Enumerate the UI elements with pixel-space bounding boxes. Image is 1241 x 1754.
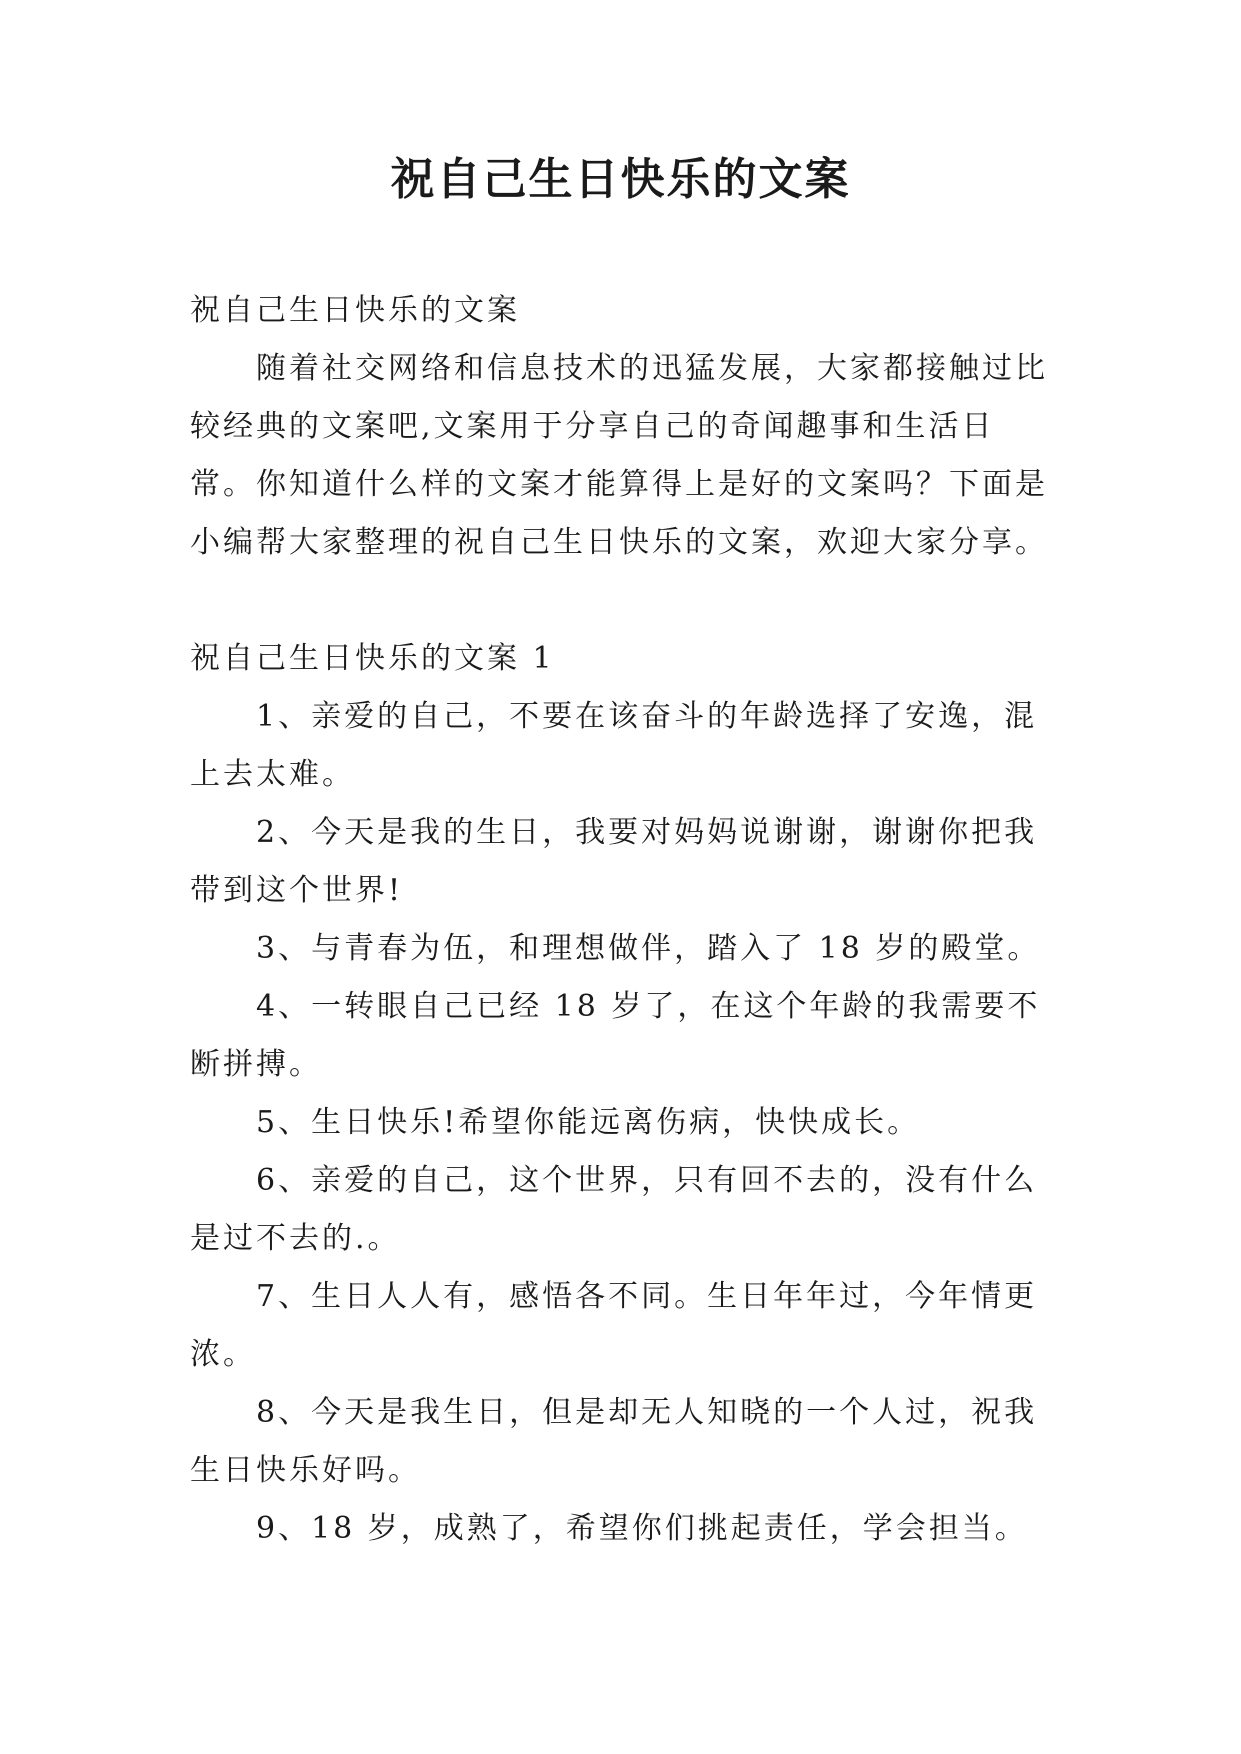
document-title: 祝自己生日快乐的文案 xyxy=(390,154,851,205)
document-body xyxy=(190,282,1050,1558)
list-item: 4、一转眼自己已经 18 岁了，在这个年龄的我需要不断拼搏。 xyxy=(190,989,1041,1082)
intro-heading: 祝自己生日快乐的文案 xyxy=(190,293,520,328)
section-spacer xyxy=(190,572,1050,630)
list-item: 5、生日快乐!希望你能远离伤病，快快成长。 xyxy=(256,1105,921,1140)
section-heading: 祝自己生日快乐的文案 1 xyxy=(190,641,555,676)
intro-paragraph: 随着社交网络和信息技术的迅猛发展，大家都接触过比较经典的文案吧,文案用于分享自己的奇闻趣事和生活日常。你知道什么样的文案才能算得上是好的文案吗？下面是小编帮大家整理的祝自己生日快乐的文案，欢迎大家分享。 xyxy=(190,351,1048,560)
list-item: 3、与青春为伍，和理想做伴，踏入了 18 岁的殿堂。 xyxy=(256,931,1041,966)
list-item: 9、18 岁，成熟了，希望你们挑起责任，学会担当。 xyxy=(256,1511,1028,1546)
list-item: 2、今天是我的生日，我要对妈妈说谢谢，谢谢你把我带到这个世界! xyxy=(190,815,1038,908)
list-item: 1、亲爱的自己，不要在该奋斗的年龄选择了安逸，混上去太难。 xyxy=(190,699,1038,792)
list-item: 8、今天是我生日，但是却无人知晓的一个人过，祝我生日快乐好吗。 xyxy=(190,1395,1038,1488)
list-item: 7、生日人人有，感悟各不同。生日年年过，今年情更浓。 xyxy=(190,1279,1038,1372)
list-item: 6、亲爱的自己，这个世界，只有回不去的，没有什么是过不去的.。 xyxy=(190,1163,1038,1256)
